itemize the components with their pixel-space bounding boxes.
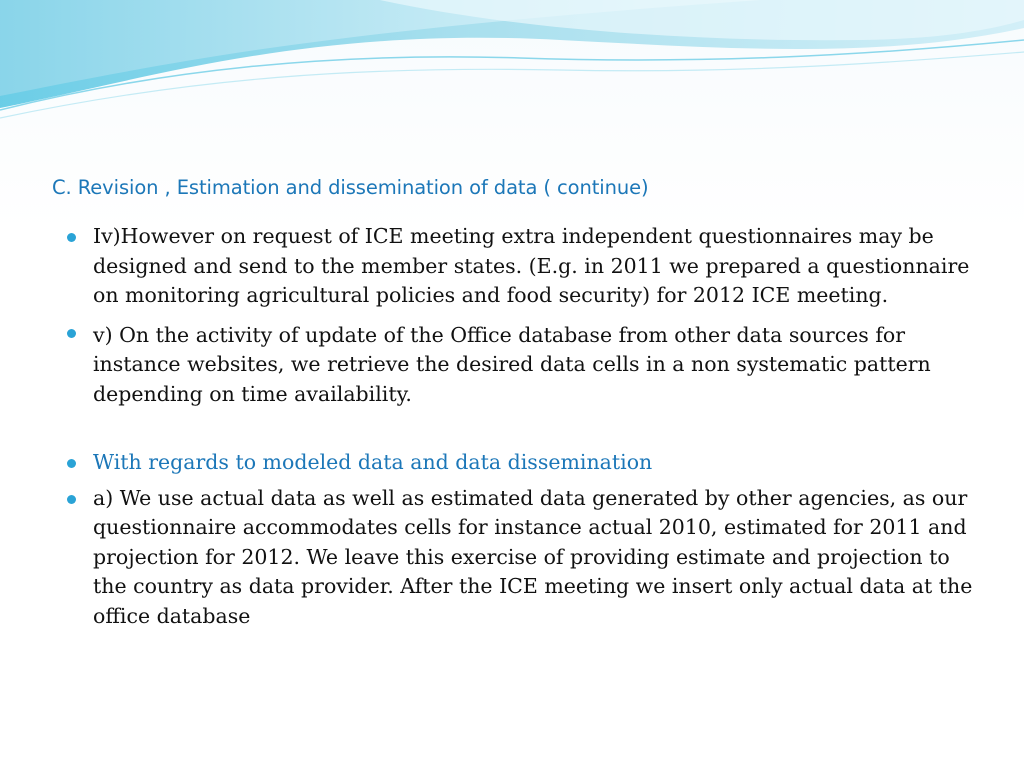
bullet-item-highlight — [60, 448, 980, 478]
bullet-dot-icon — [67, 459, 76, 468]
bullet-text: With regards to modeled data and data dissemination — [93, 450, 653, 474]
bullet-dot-icon — [67, 329, 76, 338]
bullet-text: v) On the activity of update of the Office database from other data sources for instance websites, we retrieve the desired data cells in a non systematic pattern depending on time availability. — [93, 322, 931, 406]
bullet-dot-icon — [67, 233, 76, 242]
bullet-text: a) We use actual data as well as estimated data generated by other agencies, as our questionnaire accommodates cells for instance actual 2010, estimated for 2011 and projection for 2012. We leave this exercise of providing estimate and projection to the country as data provider. After the ICE meeting we insert only actual data at the office database — [93, 485, 973, 628]
slide-title: C. Revision , Estimation and dissemination of data ( continue) — [52, 176, 649, 199]
bullet-list — [60, 222, 980, 631]
bullet-item — [60, 484, 980, 632]
bullet-dot-icon — [67, 495, 76, 504]
bullet-item — [60, 321, 980, 410]
header-wave-decoration — [0, 0, 1024, 130]
bullet-text: Iv)However on request of ICE meeting extra independent questionnaires may be designed and send to the member states. (E.g. in 2011 we prepared a questionnaire on monitoring agricultural policies and food security) for 2012 ICE meeting. — [93, 224, 970, 307]
bullet-item — [60, 222, 980, 311]
